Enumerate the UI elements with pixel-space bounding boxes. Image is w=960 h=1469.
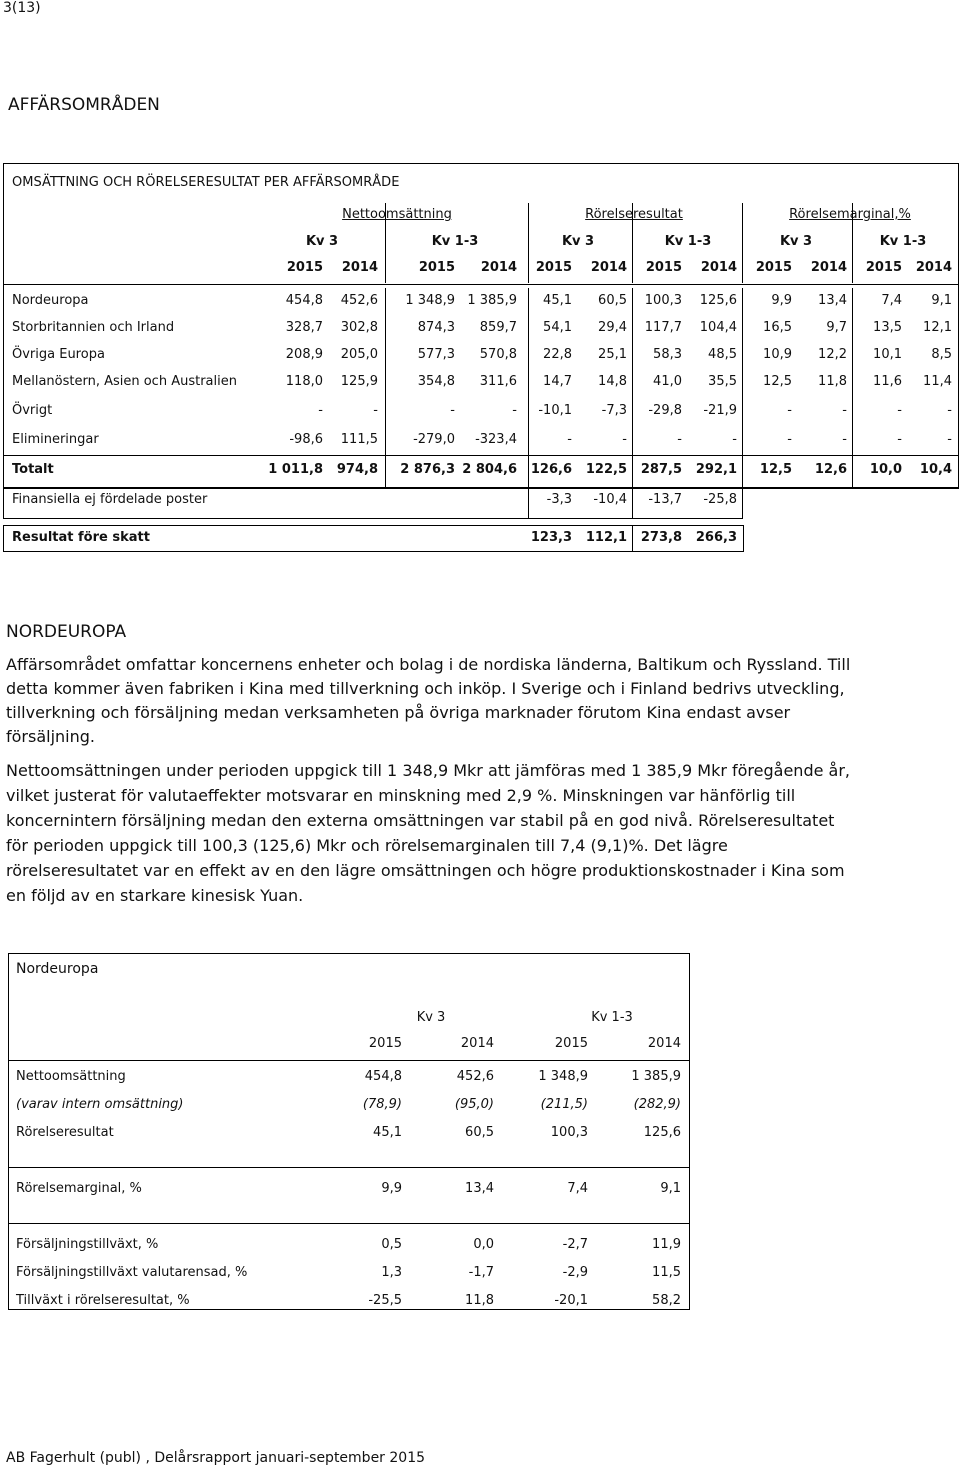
table2-cell: 452,6	[456, 1069, 494, 1084]
table2-cell: 58,2	[652, 1293, 681, 1308]
table1-period-header: Kv 3	[561, 234, 595, 249]
table1-cell: -	[947, 403, 952, 418]
table1-fin-cell: -3,3	[546, 492, 572, 507]
table1-cell: 9,9	[771, 293, 792, 308]
table1-cell: 570,8	[479, 347, 517, 362]
table1-year-header: 2015	[865, 260, 902, 275]
table1-pretax-cell: 266,3	[695, 530, 737, 545]
table1-cell: 452,6	[340, 293, 378, 308]
table1-cell: -	[567, 432, 572, 447]
table1-group-header: Nettoomsättning	[342, 207, 452, 222]
table2-cell: 1 348,9	[538, 1069, 588, 1084]
table2-year-header: 2015	[368, 1036, 402, 1051]
table2-row-label: Rörelseresultat	[16, 1125, 114, 1140]
table2-row-label: Försäljningstillväxt, %	[16, 1237, 159, 1252]
table1-cell: 8,5	[931, 347, 952, 362]
nordeuropa-para2-line: rörelseresultatet var en effekt av en den lägre omsättningen och högre produktionskostnader i Kina som	[6, 861, 845, 880]
nordeuropa-para1-line: detta kommer även fabriken i Kina med tillverkning och inköp. I Sverige och i Finland bedrivs utveckling,	[6, 679, 845, 698]
table1-fin-divider	[742, 487, 743, 518]
table2-cell: (95,0)	[454, 1097, 494, 1112]
table1-cell: 9,1	[931, 293, 952, 308]
table1-cell: 10,9	[763, 347, 792, 362]
table1-total-divider	[528, 455, 529, 487]
table1-total-cell: 122,5	[585, 462, 627, 477]
table1-row-label: Övriga Europa	[12, 347, 105, 362]
table1-cell: 12,2	[818, 347, 847, 362]
table1-cell: 25,1	[598, 347, 627, 362]
table2-row-label: Rörelsemarginal, %	[16, 1181, 142, 1196]
table1-year-header: 2015	[535, 260, 572, 275]
table1-cell: -	[842, 403, 847, 418]
table2-cell: -2,9	[562, 1265, 588, 1280]
table1-cell: -98,6	[289, 432, 323, 447]
table1-total-cell: 12,6	[814, 462, 847, 477]
table1-cell: 104,4	[699, 320, 737, 335]
table1-cell: 208,9	[285, 347, 323, 362]
table1-total-cell: 10,0	[869, 462, 902, 477]
table1-cell: 9,7	[826, 320, 847, 335]
nordeuropa-para2-line: för perioden uppgick till 100,3 (125,6) Mkr och rörelsemarginalen till 7,4 (9,1)%. Det lägre	[6, 836, 728, 855]
table1-year-header: 2014	[341, 260, 378, 275]
table1-fin-cell: -13,7	[648, 492, 682, 507]
table1-total-cell: 2 876,3	[400, 462, 455, 477]
table1-total-cell: 292,1	[695, 462, 737, 477]
table1-group-header: Rörelseresultat	[585, 207, 683, 222]
table2-cell: -25,5	[368, 1293, 402, 1308]
table1-total-divider	[742, 455, 743, 487]
table1-total-label: Totalt	[12, 462, 54, 477]
table1-cell: 577,3	[417, 347, 455, 362]
table2-header-rule	[8, 1060, 689, 1061]
table2-title: Nordeuropa	[16, 961, 99, 977]
table1-cell: -	[897, 432, 902, 447]
table1-cell: -279,0	[413, 432, 455, 447]
table2-cell: 11,9	[652, 1237, 681, 1252]
table1-row-label: Mellanöstern, Asien och Australien	[12, 374, 237, 389]
table1-cell: 58,3	[653, 347, 682, 362]
table1-period-header: Kv 1-3	[431, 234, 479, 249]
table2-cell: 100,3	[550, 1125, 588, 1140]
table2-rule-2	[8, 1223, 689, 1224]
table1-cell: 111,5	[340, 432, 378, 447]
table2-cell: 7,4	[567, 1181, 588, 1196]
table1-cell: 41,0	[653, 374, 682, 389]
table1-cell: 45,1	[543, 293, 572, 308]
table1-cell: 12,5	[763, 374, 792, 389]
table2-row-label: Försäljningstillväxt valutarensad, %	[16, 1265, 248, 1280]
table1-cell: -	[897, 403, 902, 418]
table1-header-rule	[3, 284, 958, 285]
table1-header-divider	[528, 203, 529, 283]
nordeuropa-para2-line: koncernintern försäljning medan den externa omsättningen var stabil på en god nivå. Rörelseresultatet	[6, 811, 835, 830]
table1-cell: -	[842, 432, 847, 447]
table1-fin-cell: -25,8	[703, 492, 737, 507]
nordeuropa-para1-line: tillverkning och försäljning medan verksamheten på övriga marknader förutom Kina endast avser	[6, 703, 791, 722]
table1-pretax-cell: 273,8	[640, 530, 682, 545]
table2-cell: 9,9	[381, 1181, 402, 1196]
table2-cell: 11,8	[465, 1293, 494, 1308]
table1-body-divider	[385, 288, 386, 455]
table1-cell: -	[373, 403, 378, 418]
table1-cell: 205,0	[340, 347, 378, 362]
table2-year-header: 2014	[460, 1036, 494, 1051]
nordeuropa-para1-line: försäljning.	[6, 727, 95, 746]
table1-row-label: Övrigt	[12, 403, 53, 418]
table1-cell: -	[677, 432, 682, 447]
table1-year-header: 2014	[590, 260, 627, 275]
table1-cell: 328,7	[285, 320, 323, 335]
table2-cell: 1,3	[381, 1265, 402, 1280]
table1-cell: -	[947, 432, 952, 447]
table1-cell: 14,7	[543, 374, 572, 389]
table1-cell: 16,5	[763, 320, 792, 335]
table1-cell: -10,1	[538, 403, 572, 418]
table1-year-header: 2014	[700, 260, 737, 275]
table1-fin-rule	[3, 487, 958, 488]
table1-cell: -	[787, 403, 792, 418]
table2-cell: (78,9)	[362, 1097, 402, 1112]
table1-header-divider	[385, 203, 386, 283]
table2-cell: 1 385,9	[631, 1069, 681, 1084]
table1-cell: 100,3	[644, 293, 682, 308]
nordeuropa-para2-line: en följd av en starkare kinesisk Yuan.	[6, 886, 304, 905]
table1-period-header: Kv 3	[305, 234, 339, 249]
table1-cell: -21,9	[703, 403, 737, 418]
table1-cell: 22,8	[543, 347, 572, 362]
table1-cell: 11,8	[818, 374, 847, 389]
page-number: 3(13)	[3, 0, 41, 16]
table1-cell: 117,7	[644, 320, 682, 335]
table1-pretax-cell: 112,1	[585, 530, 627, 545]
table1-cell: 54,1	[543, 320, 572, 335]
table2-cell: 9,1	[660, 1181, 681, 1196]
table1-year-header: 2015	[755, 260, 792, 275]
table1-header-divider	[742, 203, 743, 283]
nordeuropa-para1-line: Affärsområdet omfattar koncernens enheter och bolag i de nordiska länderna, Baltikum och Ryssland. Till	[6, 655, 851, 674]
table1-body-divider	[632, 288, 633, 455]
table2-year-header: 2014	[647, 1036, 681, 1051]
table1-fin-cell: -10,4	[593, 492, 627, 507]
table1-cell: 35,5	[708, 374, 737, 389]
table1-header-divider	[632, 203, 633, 283]
table1-period-header: Kv 3	[779, 234, 813, 249]
table1-cell: 874,3	[417, 320, 455, 335]
table1-cell: 311,6	[479, 374, 517, 389]
table2-cell: 60,5	[465, 1125, 494, 1140]
table1-cell: 125,9	[340, 374, 378, 389]
table1-cell: -	[512, 403, 517, 418]
table2-cell: 0,5	[381, 1237, 402, 1252]
table1-cell: 13,4	[818, 293, 847, 308]
table1-year-header: 2014	[480, 260, 517, 275]
table1-fin-left	[3, 487, 4, 518]
table2-period-header: Kv 1-3	[591, 1010, 633, 1025]
table1-fin-divider	[632, 487, 633, 518]
table1-body-divider	[742, 288, 743, 455]
table1-period-header: Kv 1-3	[664, 234, 712, 249]
table1-cell: -29,8	[648, 403, 682, 418]
table2-cell: (211,5)	[540, 1097, 588, 1112]
table2-cell: 454,8	[364, 1069, 402, 1084]
table1-pretax-cell: 123,3	[530, 530, 572, 545]
table2-year-header: 2015	[554, 1036, 588, 1051]
table1-header-divider	[852, 203, 853, 283]
table1-cell: 354,8	[417, 374, 455, 389]
table1-cell: 125,6	[699, 293, 737, 308]
table1-total-cell: 974,8	[336, 462, 378, 477]
nordeuropa-para2-line: Nettoomsättningen under perioden uppgick till 1 348,9 Mkr att jämföras med 1 385,9 Mkr föregående år,	[6, 761, 850, 780]
table1-year-header: 2015	[645, 260, 682, 275]
table2-cell: 13,4	[465, 1181, 494, 1196]
table1-cell: 1 348,9	[405, 293, 455, 308]
table1-fin-label: Finansiella ej fördelade poster	[12, 492, 208, 507]
table1-body-divider	[852, 288, 853, 455]
table1-period-header: Kv 1-3	[879, 234, 927, 249]
table1-cell: 12,1	[923, 320, 952, 335]
table1-year-header: 2015	[286, 260, 323, 275]
table1-cell: 14,8	[598, 374, 627, 389]
table2-cell: -20,1	[554, 1293, 588, 1308]
table1-total-cell: 10,4	[919, 462, 952, 477]
table1-total-cell: 12,5	[759, 462, 792, 477]
table1-fin-bottom	[3, 518, 743, 519]
table1-row-label: Nordeuropa	[12, 293, 89, 308]
section-title: AFFÄRSOMRÅDEN	[8, 95, 160, 115]
table1-row-label: Elimineringar	[12, 432, 99, 447]
table1-year-header: 2014	[915, 260, 952, 275]
table1-cell: 7,4	[881, 293, 902, 308]
table1-cell: 454,8	[285, 293, 323, 308]
table1-total-cell: 287,5	[640, 462, 682, 477]
footer: AB Fagerhult (publ) , Delårsrapport januari-september 2015	[6, 1450, 426, 1466]
table1-total-rule	[3, 455, 958, 456]
table2-cell: 11,5	[652, 1265, 681, 1280]
table1-cell: 11,4	[923, 374, 952, 389]
table1-fin-divider	[528, 487, 529, 518]
table1-total-cell: 1 011,8	[268, 462, 323, 477]
table1-group-header: Rörelsemarginal,%	[789, 207, 911, 222]
table2-cell: -1,7	[468, 1265, 494, 1280]
table1-year-header: 2014	[810, 260, 847, 275]
table1-cell: 60,5	[598, 293, 627, 308]
table1-cell: 13,5	[873, 320, 902, 335]
table1-title: OMSÄTTNING OCH RÖRELSERESULTAT PER AFFÄRSOMRÅDE	[12, 175, 400, 190]
table1-cell: 118,0	[285, 374, 323, 389]
table1-cell: -	[318, 403, 323, 418]
table2-cell: 45,1	[373, 1125, 402, 1140]
table1-cell: 859,7	[479, 320, 517, 335]
table1-body-divider	[528, 288, 529, 455]
table2-cell: 125,6	[643, 1125, 681, 1140]
table2-cell: 0,0	[473, 1237, 494, 1252]
table2-row-label: Tillväxt i rörelseresultat, %	[16, 1293, 190, 1308]
table1-total-divider	[632, 455, 633, 487]
table2-cell: -2,7	[562, 1237, 588, 1252]
table1-total-cell: 2 804,6	[462, 462, 517, 477]
table1-cell: 302,8	[340, 320, 378, 335]
table1-cell: 29,4	[598, 320, 627, 335]
table1-total-divider	[852, 455, 853, 487]
table1-cell: -323,4	[475, 432, 517, 447]
table1-total-divider	[385, 455, 386, 487]
table2-row-label: (varav intern omsättning)	[16, 1097, 184, 1112]
table1-total-cell: 126,6	[530, 462, 572, 477]
table1-cell: -	[787, 432, 792, 447]
table1-cell: 48,5	[708, 347, 737, 362]
nordeuropa-para2-line: vilket justerat för valutaeffekter motsvarar en minskning med 2,9 %. Minskningen var hänförlig till	[6, 786, 796, 805]
table1-cell: -7,3	[601, 403, 627, 418]
table2-rule-1	[8, 1167, 689, 1168]
table1-cell: 10,1	[873, 347, 902, 362]
table1-cell: 11,6	[873, 374, 902, 389]
table1-row-label: Storbritannien och Irland	[12, 320, 175, 335]
table2-period-header: Kv 3	[416, 1010, 446, 1025]
table1-pretax-divider	[632, 525, 633, 551]
table1-cell: -	[732, 432, 737, 447]
table1-year-header: 2015	[418, 260, 455, 275]
table2-cell: (282,9)	[633, 1097, 681, 1112]
table1-cell: -	[450, 403, 455, 418]
nordeuropa-heading: NORDEUROPA	[6, 622, 127, 642]
table1-pretax-label: Resultat före skatt	[12, 530, 150, 545]
table1-cell: 1 385,9	[467, 293, 517, 308]
table2-row-label: Nettoomsättning	[16, 1069, 126, 1084]
table1-cell: -	[622, 432, 627, 447]
